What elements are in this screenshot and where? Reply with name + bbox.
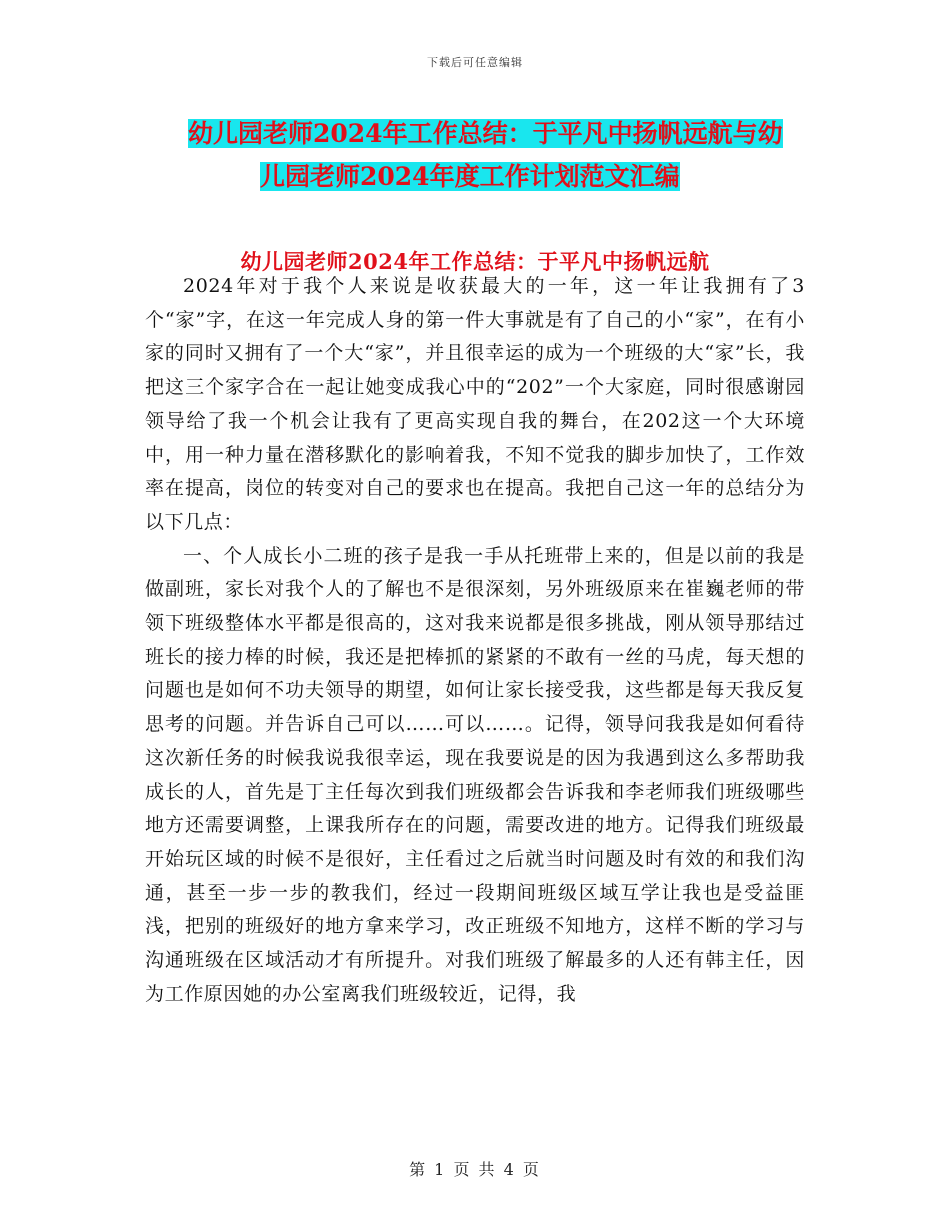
body-paragraph-2: 一、个人成长小二班的孩子是我一手从托班带上来的，但是以前的我是做副班，家长对我个人的了解也不是很深刻，另外班级原来在崔巍老师的带领下班级整体水平都是很高的，这对我来说都是很多挑战，刚从领导那结过班长的接力棒的时候，我还是把棒抓的紧紧的不敢有一丝的马虎，每天想的问题也是如何不功夫领导的期望，如何让家长接受我，这些都是每天我反复思考的问题。并告诉自己可以……可以……。记得，领导问我我是如何看待这次新任务的时候我说我很幸运，现在我要说是的因为我遇到这么多帮助我成长的人，首先是丁主任每次到我们班级都会告诉我和李老师我们班级哪些地方还需要调整，上课我所存在的问题，需要改进的地方。记得我们班级最开始玩区域的时候不是很好，主任看过之后就当时问题及时有效的和我们沟通，甚至一步一步的教我们，经过一段期间班级区域互学让我也是受益匪浅，把别的班级好的地方拿来学习，改正班级不知地方，这样不断的学习与沟通班级在区域活动才有所提升。对我们班级了解最多的人还有韩主任，因为工作原因她的办公室离我们班级较近，记得，我 bbox=[145, 544, 805, 1005]
section-title: 幼儿园老师2024年工作总结：于平凡中扬帆远航 bbox=[240, 249, 710, 274]
document-title-line-2: 儿园老师2024年度工作计划范文汇编 bbox=[260, 162, 680, 191]
document-title-line-1: 幼儿园老师2024年工作总结：于平凡中扬帆远航与幼 bbox=[188, 119, 783, 148]
document-title bbox=[140, 112, 830, 198]
page-number-footer: 第 1 页 共 4 页 bbox=[409, 1160, 541, 1179]
page-header-note: 下载后可任意编辑 bbox=[427, 56, 523, 69]
body-paragraph-1: 2024年对于我个人来说是收获最大的一年，这一年让我拥有了3个“家”字，在这一年完成人身的第一件大事就是有了自己的小“家”，在有小家的同时又拥有了一个大“家”，并且很幸运的成为一个班级的大“家”长，我把这三个家字合在一起让她变成我心中的“202”一个大家庭，同时很感谢园领导给了我一个机会让我有了更高实现自我的舞台，在202这一个大环境中，用一种力量在潜移默化的影响着我，不知不觉我的脚步加快了，工作效率在提高，岗位的转变对自己的要求也在提高。我把自己这一年的总结分为以下几点： bbox=[145, 275, 805, 533]
document-body bbox=[145, 270, 805, 1011]
